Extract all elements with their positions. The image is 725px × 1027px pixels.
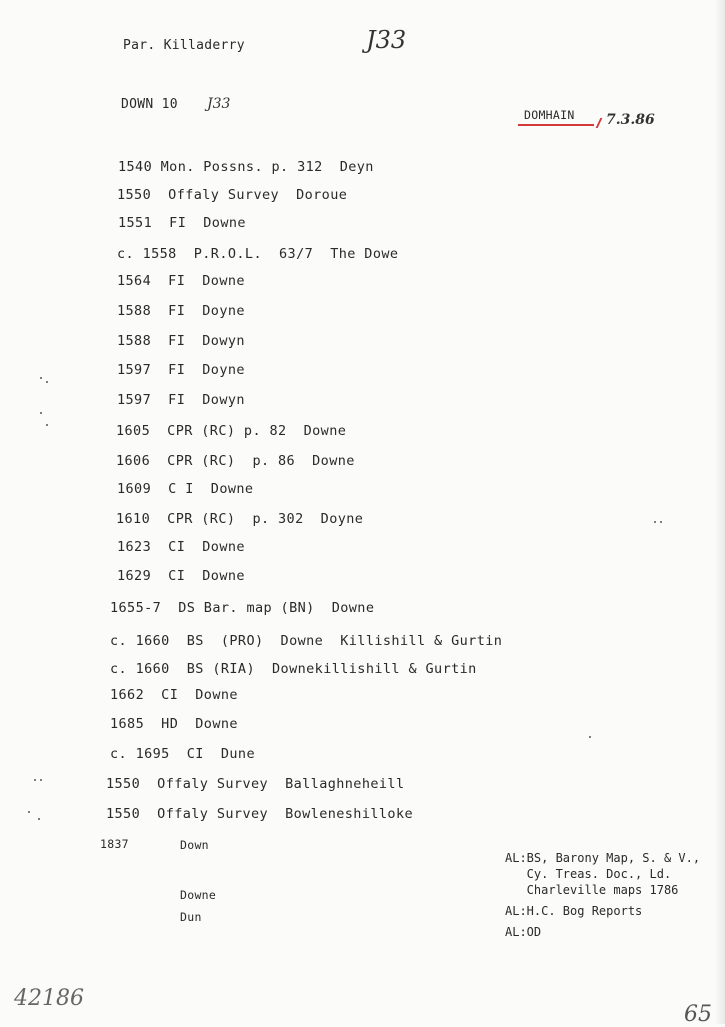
date-handwritten: 7.3.86	[606, 112, 655, 128]
speck	[28, 811, 30, 813]
attestation-entry: 1605 CPR (RC) p. 82 Downe	[116, 423, 347, 439]
attestation-entry: 1564 FI Downe	[117, 273, 245, 289]
form-1837: Downe	[180, 888, 217, 902]
corner-number-handwritten: 65	[684, 1002, 712, 1027]
attestation-entry: 1629 CI Downe	[117, 568, 245, 584]
speck	[46, 381, 48, 383]
page-edge-shadow	[715, 0, 725, 1024]
source-line: AL:BS, Barony Map, S. & V.,	[505, 851, 701, 865]
attestation-entry: 1588 FI Dowyn	[117, 333, 245, 349]
attestation-entry: 1606 CPR (RC) p. 86 Downe	[116, 453, 355, 469]
source-line: AL:OD	[505, 925, 542, 939]
attestation-entry: c. 1660 BS (PRO) Downe Killishill & Gurtin	[110, 633, 503, 649]
form-1837: Dun	[180, 910, 202, 924]
attestation-entry: 1551 FI Downe	[118, 215, 246, 231]
parish-title: Par. Killaderry	[123, 38, 245, 53]
attestation-entry: 1655-7 DS Bar. map (BN) Downe	[110, 600, 375, 616]
townland-ref-handwritten: J33	[207, 96, 231, 112]
attestation-entry: 1597 FI Doyne	[117, 362, 245, 378]
source-line: AL:H.C. Bog Reports	[505, 904, 643, 918]
speck	[589, 736, 591, 738]
reference-code: J33	[366, 26, 407, 54]
red-underline	[518, 124, 594, 126]
speck	[38, 818, 40, 820]
attestation-entry: 1550 Offaly Survey Ballaghneheill	[106, 776, 405, 792]
speck	[46, 424, 48, 426]
domhain-label: DOMHAIN	[524, 108, 575, 122]
speck	[40, 377, 42, 379]
attestation-entry: 1597 FI Dowyn	[117, 392, 245, 408]
attestation-entry: 1588 FI Doyne	[117, 303, 245, 319]
attestation-entry: 1550 Offaly Survey Bowleneshilloke	[106, 806, 413, 822]
red-underline-tick	[588, 118, 603, 128]
attestation-entry: c. 1558 P.R.O.L. 63/7 The Dowe	[117, 246, 399, 262]
archive-number-handwritten: 42186	[14, 986, 84, 1011]
attestation-entry: 1540 Mon. Possns. p. 312 Deyn	[118, 159, 374, 175]
attestation-entry: c. 1695 CI Dune	[110, 746, 255, 762]
speck	[40, 779, 42, 781]
speck	[40, 412, 42, 414]
speck	[660, 521, 662, 523]
source-line: Cy. Treas. Doc., Ld.	[505, 867, 672, 881]
form-1837: Down	[180, 838, 209, 852]
speck	[34, 779, 36, 781]
source-line: Charleville maps 1786	[505, 883, 679, 897]
townland-heading: DOWN 10	[121, 97, 178, 112]
speck	[654, 521, 656, 523]
attestation-entry: 1550 Offaly Survey Doroue	[117, 187, 348, 203]
attestation-entry: 1609 C I Downe	[117, 481, 254, 497]
sources-block	[505, 850, 700, 940]
attestation-entry: 1685 HD Downe	[110, 716, 238, 732]
year-1837: 1837	[100, 837, 129, 851]
attestation-entry: 1610 CPR (RC) p. 302 Doyne	[116, 511, 364, 527]
attestation-entry: c. 1660 BS (RIA) Downekillishill & Gurtin	[110, 661, 477, 677]
attestation-entry: 1662 CI Downe	[110, 687, 238, 703]
attestation-entry: 1623 CI Downe	[117, 539, 245, 555]
